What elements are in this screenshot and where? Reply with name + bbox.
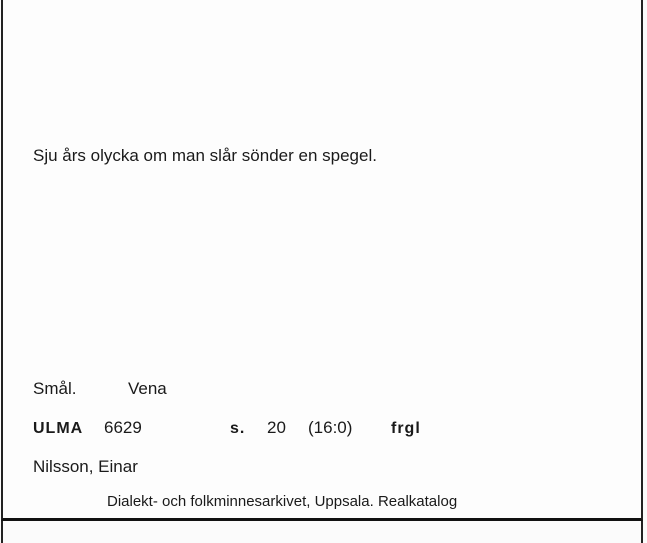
province: Smål.: [33, 379, 77, 398]
archive-number: 6629: [104, 418, 142, 437]
card-bottom-edge: [1, 521, 643, 543]
card-text: Sju års olycka om man slår sönder en spegel.: [33, 146, 377, 165]
archive-label: ULMA: [33, 420, 84, 437]
archive-footer: Dialekt- och folkminnesarkivet, Uppsala. Realkatalog: [107, 493, 458, 510]
catalog-card: [1, 0, 643, 521]
collector-name: Nilsson, Einar: [33, 457, 138, 476]
parish: Vena: [128, 379, 167, 398]
page-label: s.: [230, 420, 246, 437]
type-code: frgl: [391, 420, 421, 437]
page-ref: (16:0): [308, 418, 353, 437]
page-number: 20: [267, 418, 286, 437]
